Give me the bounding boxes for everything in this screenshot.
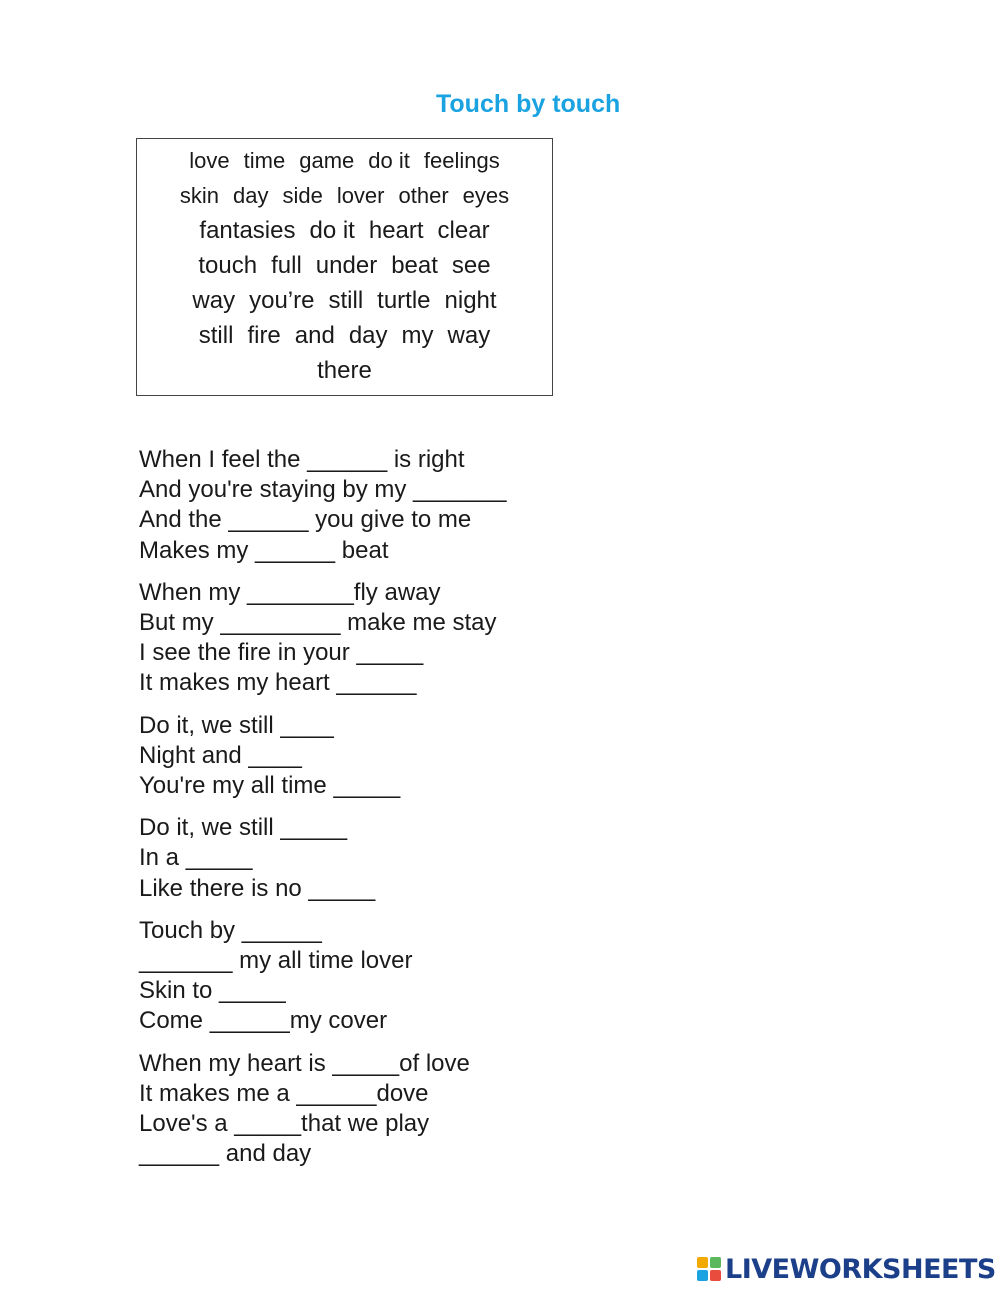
word-bank-word: fire — [247, 322, 281, 349]
word-bank-line — [137, 318, 552, 353]
word-bank-word: other — [398, 183, 449, 208]
word-bank-word: night — [444, 287, 497, 314]
lyric-line: But my _________ make me stay — [139, 609, 497, 637]
word-bank-word: full — [271, 252, 302, 279]
lyric-line: In a _____ — [139, 844, 253, 872]
word-bank-word: skin — [179, 183, 219, 208]
word-bank-word: feelings — [423, 148, 500, 173]
lyric-line: It makes my heart ______ — [139, 669, 417, 697]
lyrics-stanza — [139, 711, 699, 802]
word-bank-word: beat — [391, 252, 438, 279]
lyrics-stanza — [139, 445, 699, 566]
lyric-line: Night and ____ — [139, 741, 302, 769]
lyric-line: Makes my ______ beat — [139, 536, 389, 564]
lyric-line: And you're staying by my _______ — [139, 476, 507, 504]
word-bank-word: you’re — [249, 287, 315, 314]
word-bank-word: do it — [368, 148, 410, 173]
word-bank-word: fantasies — [199, 217, 296, 244]
word-bank-word: under — [315, 252, 378, 279]
lyric-line: When my heart is _____of love — [139, 1049, 470, 1077]
lyric-line: ______ and day — [139, 1140, 312, 1168]
lyric-line: When my ________fly away — [139, 578, 441, 606]
word-bank-word: way — [447, 322, 491, 349]
lyric-line: And the ______ you give to me — [139, 506, 472, 534]
word-bank-word: day — [232, 183, 269, 208]
word-bank-line — [137, 213, 552, 248]
lyrics-stanza — [139, 813, 699, 904]
lyric-line: Love's a _____that we play — [139, 1110, 430, 1138]
lyric-line: _______ my all time lover — [139, 947, 413, 975]
lyric-line: Skin to _____ — [139, 977, 286, 1005]
word-bank-word: way — [192, 287, 236, 314]
word-bank-line — [137, 143, 552, 178]
lyric-line: Touch by ______ — [139, 916, 322, 944]
lyric-line: When I feel the ______ is right — [139, 446, 465, 473]
word-bank-word: see — [451, 252, 491, 279]
word-bank-word: time — [243, 148, 286, 173]
word-bank-word: heart — [368, 217, 424, 244]
lyrics-stanza — [139, 1049, 699, 1170]
lyric-line: Do it, we still ____ — [139, 711, 334, 739]
word-bank-line — [137, 283, 552, 318]
lyric-line: I see the fire in your _____ — [139, 639, 424, 667]
word-bank-word: do it — [309, 217, 355, 244]
word-bank-line — [137, 248, 552, 283]
word-bank-word: day — [348, 322, 388, 349]
lyric-line: Come ______my cover — [139, 1007, 388, 1035]
lyric-line: It makes me a ______dove — [139, 1079, 429, 1107]
lyrics-stanza — [139, 916, 699, 1037]
lyrics-stanza — [139, 578, 699, 699]
word-bank-word: game — [299, 148, 355, 173]
word-bank-word: turtle — [377, 287, 431, 314]
word-bank-word: my — [401, 322, 434, 349]
word-bank-word: and — [294, 322, 335, 349]
worksheet-title: Touch by touch — [436, 90, 621, 118]
logo-blocks-icon — [697, 1257, 721, 1281]
word-bank-lines — [137, 143, 552, 388]
lyrics-section — [139, 445, 699, 1181]
word-bank-word: still — [328, 287, 364, 314]
word-bank-word: clear — [437, 217, 490, 244]
word-bank-word: side — [282, 183, 323, 208]
word-bank-word: love — [189, 148, 230, 173]
word-bank-word: there — [317, 357, 372, 384]
liveworksheets-logo — [697, 1254, 996, 1284]
word-bank-box — [136, 138, 553, 396]
word-bank-word: eyes — [462, 183, 510, 208]
word-bank-word: touch — [198, 252, 258, 279]
word-bank-line — [137, 178, 552, 213]
lyric-line: You're my all time _____ — [139, 772, 401, 800]
logo-text: LIVEWORKSHEETS — [725, 1253, 996, 1285]
word-bank-word: still — [198, 322, 234, 349]
lyric-line: Like there is no _____ — [139, 874, 376, 902]
lyric-line: Do it, we still _____ — [139, 814, 348, 842]
word-bank-word: lover — [336, 183, 385, 208]
word-bank-line — [137, 353, 552, 388]
